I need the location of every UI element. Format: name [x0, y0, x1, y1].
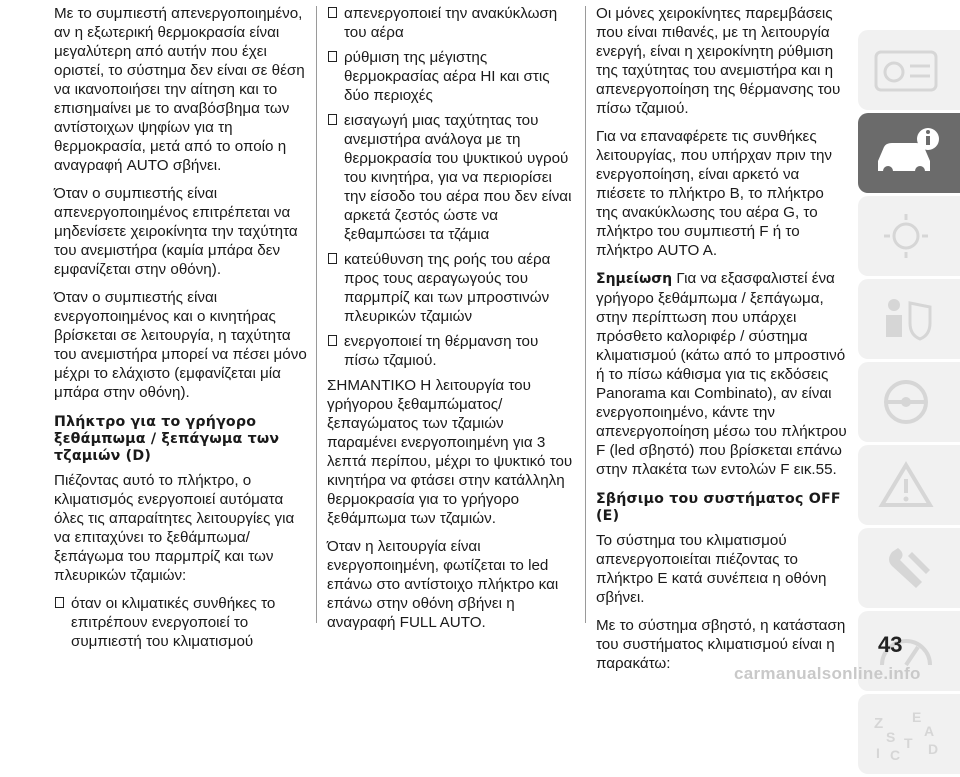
bullet-text: όταν οι κλιματικές συνθήκες το επιτρέπουν ενεργοποιεί το συμπιεστή του κλιματισμού — [71, 595, 276, 650]
column-divider — [585, 6, 586, 623]
note-text: Για να εξασφαλιστεί ένα γρήγορο ξεθάμπωμα / ξεπάγωμα, στην περίπτωση που υπάρχει πρόσθετο καλοριφέρ / σύστημα κλιματισμού (κάτω από το μπροστινό ή το πίσω κάθισμα για τις εκδόσεις Panorama και Combinato), αν είναι ενεργοποιημένο, κάντε την απενεργοποίηση μέσω του πλήκτρου F (led σβηστό) που βρίσκεται επάνω στην πλακέτα των εντολών F εικ.55. — [596, 270, 847, 478]
dashboard-icon — [872, 44, 942, 96]
paragraph: Το σύστημα του κλιματισμού απενεργοποιείται πιέζοντας το πλήκτρο E κατά συνέπεια η οθόνη σβήνει. — [596, 532, 827, 606]
paragraph: Οι μόνες χειροκίνητες παρεμβάσεις που είναι πιθανές, με τη λειτουργία ενεργή, είναι η χειροκίνητη ρύθμιση της ταχύτητας του ανεμιστήρα και η απενεργοποίηση της θέρμανσης του πίσω τζαμιού. — [596, 5, 841, 117]
paragraph: Πιέζοντας αυτό το πλήκτρο, ο κλιματισμός ενεργοποιεί αυτόματα όλες τις απαραίτητες λειτουργίες για να επιταχύνει το ξεθάμπωμα/ξεπάγωμα του παρμπρίζ και των πλευρικών τζαμιών: — [54, 472, 295, 584]
checkbox-bullet-icon — [55, 597, 64, 608]
bullet-item — [327, 48, 575, 105]
car-info-icon — [872, 127, 944, 181]
wrench-icon — [872, 542, 942, 594]
paragraph: Για να επαναφέρετε τις συνθήκες λειτουργίας, που υπήρχαν πριν την ενεργοποίηση, είναι αρκετό να πιέσετε το πλήκτρο B, το πλήκτρο της ανακύκλωσης του αέρα G, το πλήκτρο του συμπιεστή F ή το πλήκτρο AUTO A. — [596, 128, 833, 259]
column-1 — [54, 4, 310, 657]
bullet-item — [327, 4, 575, 42]
paragraph: Με το συμπιεστή απενεργοποιημένο, αν η εξωτερική θερμοκρασία είναι μεγαλύτερη από αυτήν που έχει οριστεί, το σύστημα δεν είναι σε θέση να ικανοποιήσει την αίτηση και το επισημαίνει με το αναβόσβημα των αντίστοιχων ψηφίων για τη θερμοκρασία, μετά από το οποίο η αναγραφή AUTO σβήνει. — [54, 5, 305, 174]
svg-text:Z: Z — [874, 715, 884, 732]
paragraph: Με το σύστημα σβηστό, η κατάσταση του συστήματος κλιματισμού είναι η παρακάτω: — [596, 617, 846, 672]
svg-text:E: E — [912, 709, 922, 725]
bullet-text: κατεύθυνση της ροής του αέρα προς τους αεραγωγούς του παρμπρίζ και των μπροστινών πλευρικών τζαμιών — [344, 251, 551, 325]
safety-airbag-icon — [872, 293, 942, 345]
footer-watermark: carmanualsonline.info — [734, 664, 921, 683]
page-number: 43 — [878, 632, 903, 657]
paragraph: Όταν ο συμπιεστής είναι ενεργοποιημένος και ο κινητήρας βρίσκεται σε λειτουργία, η ταχύτητα του ανεμιστήρα μπορεί να πέσει μόνο μέχρι το ελάχιστο (εμφανίζεται μία μπάρα στην οθόνη). — [54, 289, 307, 401]
svg-text:C: C — [890, 747, 901, 762]
svg-text:T: T — [904, 735, 913, 751]
note-paragraph — [596, 269, 848, 479]
tab-safety[interactable] — [858, 279, 960, 359]
checkbox-bullet-icon — [328, 335, 337, 346]
column-2 — [327, 4, 575, 641]
note-label: Σημείωση — [596, 271, 673, 287]
paragraph: Όταν η λειτουργία είναι ενεργοποιημένη, φωτίζεται το led επάνω στο αντίστοιχο πλήκτρο και επάνω στην οθόνη σβήνει η αναγραφή FULL AUTO. — [327, 538, 559, 631]
bullet-item — [54, 594, 310, 651]
checkbox-bullet-icon — [328, 253, 337, 264]
bullet-text: ρύθμιση της μέγιστης θερμοκρασίας αέρα HI και στις δύο περιοχές — [344, 49, 550, 104]
bullet-item — [327, 250, 575, 326]
bullet-item — [327, 332, 575, 370]
bullet-item — [327, 111, 575, 244]
svg-text:D: D — [928, 741, 939, 757]
section-heading-off: Σβήσιμο του συστήματος OFF (E) — [596, 491, 841, 524]
tab-maintenance[interactable] — [858, 528, 960, 608]
tab-car-info[interactable] — [858, 113, 960, 193]
checkbox-bullet-icon — [328, 7, 337, 18]
svg-text:S: S — [886, 729, 896, 745]
checkbox-bullet-icon — [328, 114, 337, 125]
paragraph: ΣΗΜΑΝΤΙΚΟ Η λειτουργία του γρήγορου ξεθαμπώματος/ξεπαγώματος των τζαμιών παραμένει ενεργοποιημένη για 3 λεπτά περίπου, μέχρι το ψυκτικό του κινητήρα να φτάσει στην κατάλληλη θερμοκρασία για το γρήγορο ξεθάμπωμα των τζαμιών. — [327, 377, 573, 527]
tab-emergency[interactable] — [858, 445, 960, 525]
alphabetical-index-icon — [872, 708, 946, 762]
svg-text:I: I — [876, 745, 880, 761]
column-3 — [596, 4, 848, 682]
tab-driving[interactable] — [858, 362, 960, 442]
tab-index[interactable] — [858, 694, 960, 774]
bullet-text: εισαγωγή μιας ταχύτητας του ανεμιστήρα ανάλογα με τη θερμοκρασία του ψυκτικού υγρού του κινητήρα, για να περιορίσει την είσοδο του αέρα που δεν είναι αρκετά ζεστός ώστε να ξεθαμπώσει τα τζάμια — [344, 112, 572, 243]
warning-triangle-icon — [872, 459, 942, 511]
tab-dashboard[interactable] — [858, 30, 960, 110]
bullet-text: ενεργοποιεί τη θέρμανση του πίσω τζαμιού. — [344, 333, 539, 369]
paragraph: Όταν ο συμπιεστής είναι απενεργοποιημένος επιτρέπεται να μηδενίσετε χειροκίνητα την ταχύτητα του ανεμιστήρα (καμία μπάρα δεν εμφανίζεται στην οθόνη). — [54, 185, 298, 278]
section-heading-defrost: Πλήκτρο για το γρήγορο ξεθάμπωμα / ξεπάγωμα των τζαμιών (D) — [54, 414, 280, 464]
bullet-text: απενεργοποιεί την ανακύκλωση του αέρα — [344, 5, 558, 41]
steering-wheel-icon — [872, 376, 942, 428]
svg-text:A: A — [924, 723, 935, 739]
column-divider — [316, 6, 317, 623]
tab-lights[interactable] — [858, 196, 960, 276]
checkbox-bullet-icon — [328, 51, 337, 62]
light-icon — [872, 210, 942, 262]
